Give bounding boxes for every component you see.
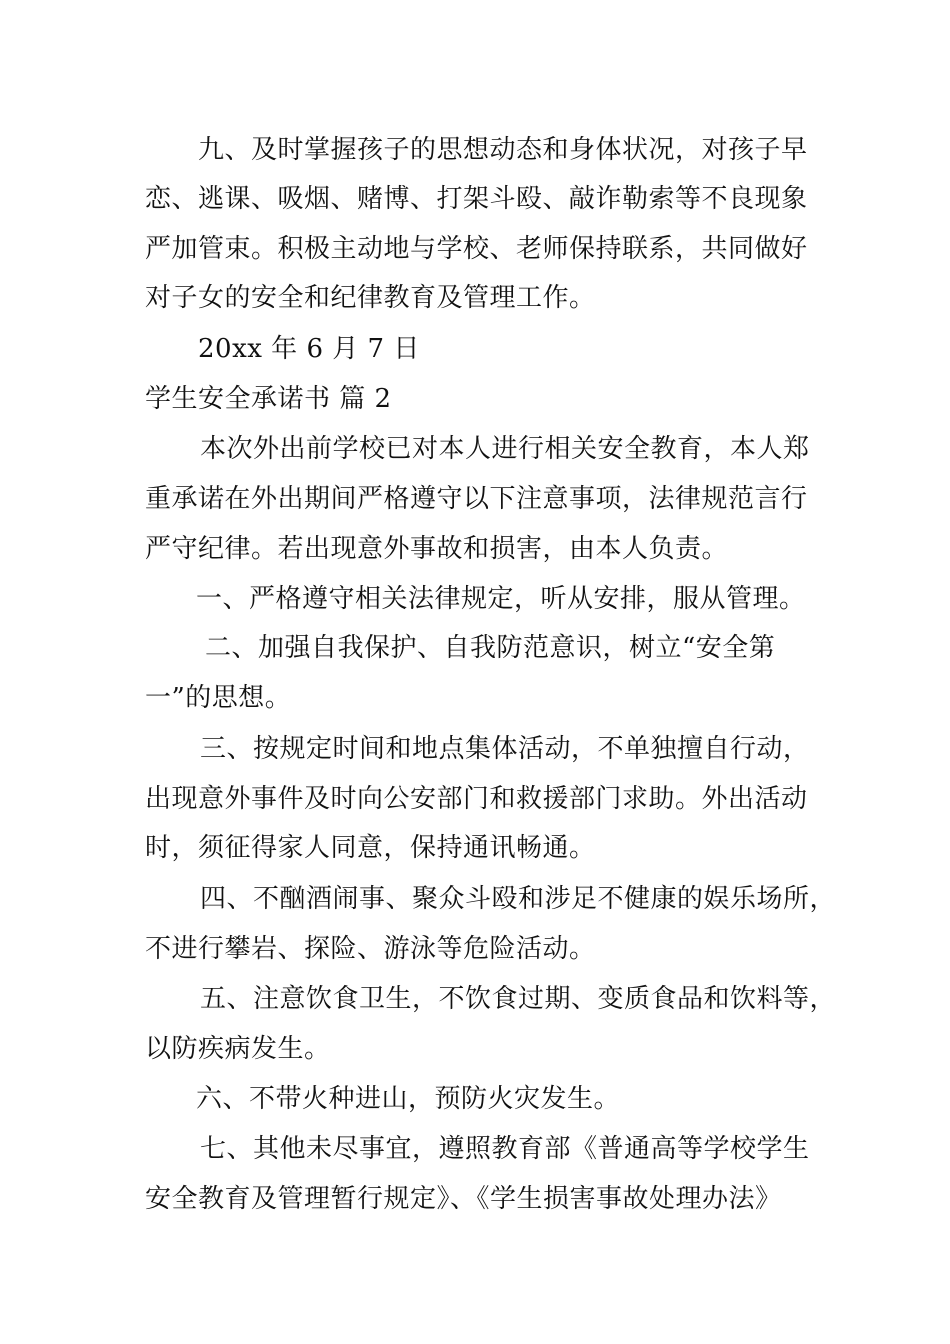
item-7-line-1: 七、其他未尽事宜，遵照教育部《普通高等学校学生 bbox=[200, 1134, 810, 1164]
item-6-line-1: 六、不带火种进山，预防火灾发生。 bbox=[196, 1084, 621, 1114]
item-4-line-2: 不进行攀岩、探险、游泳等危险活动。 bbox=[145, 934, 596, 964]
intro-line-1: 本次外出前学校已对本人进行相关安全教育，本人郑 bbox=[200, 434, 810, 464]
item-3-line-3: 时，须征得家人同意，保持通讯畅通。 bbox=[145, 833, 596, 863]
item-5-line-2: 以防疾病发生。 bbox=[145, 1034, 331, 1064]
para-9-line-1: 九、及时掌握孩子的思想动态和身体状况，对孩子早 bbox=[198, 135, 808, 165]
item-1-line-1: 一、严格遵守相关法律规定，听从安排，服从管理。 bbox=[196, 584, 806, 614]
intro-line-2: 重承诺在外出期间严格遵守以下注意事项，法律规范言行 bbox=[145, 484, 808, 514]
item-3-line-2: 出现意外事件及时向公安部门和救援部门求助。外出活动 bbox=[145, 784, 808, 814]
date-line: 20xx 年 6 月 7 日 bbox=[198, 334, 420, 364]
item-2-line-1: 二、加强自我保护、自我防范意识，树立“安全第 bbox=[205, 633, 776, 663]
para-9-line-2: 恋、逃课、吸烟、赌博、打架斗殴、敲诈勒索等不良现象 bbox=[145, 184, 808, 214]
item-3-line-1: 三、按规定时间和地点集体活动，不单独擅自行动， bbox=[200, 734, 810, 764]
item-4-line-1: 四、不酗酒闹事、聚众斗殴和涉足不健康的娱乐场所， bbox=[200, 884, 837, 914]
item-7-line-2: 安全教育及管理暂行规定》、《学生损害事故处理办法》 bbox=[145, 1184, 782, 1214]
section-heading: 学生安全承诺书 篇 2 bbox=[145, 384, 392, 414]
para-9-line-3: 严加管束。积极主动地与学校、老师保持联系，共同做好 bbox=[145, 234, 808, 264]
item-5-line-1: 五、注意饮食卫生，不饮食过期、变质食品和饮料等， bbox=[200, 984, 837, 1014]
item-2-line-2: 一”的思想。 bbox=[145, 683, 292, 713]
para-9-line-4: 对子女的安全和纪律教育及管理工作。 bbox=[145, 283, 596, 313]
intro-line-3: 严守纪律。若出现意外事故和损害，由本人负责。 bbox=[145, 534, 729, 564]
